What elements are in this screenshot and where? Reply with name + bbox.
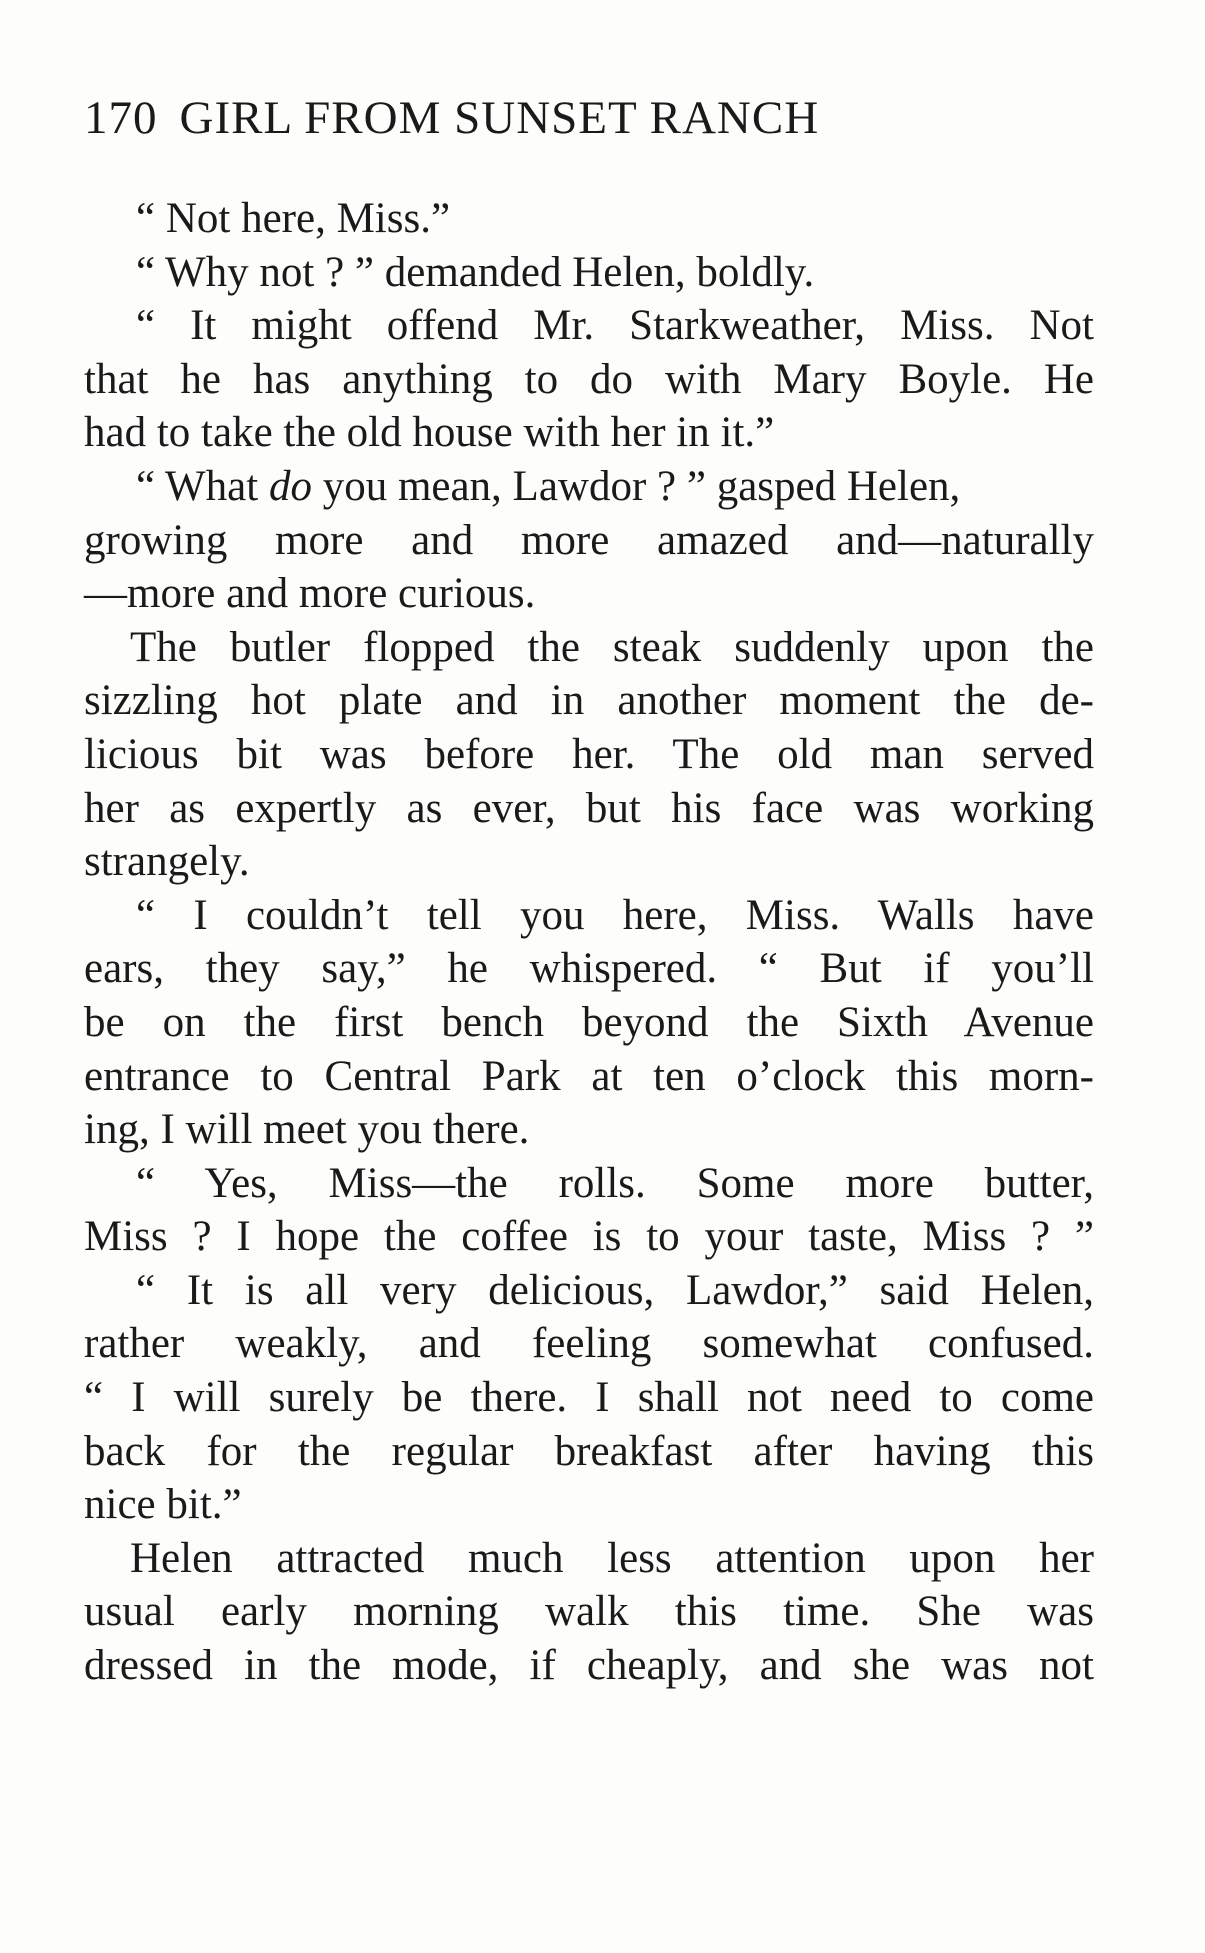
- text-line: “ Not here, Miss.”: [136, 195, 451, 242]
- running-header: [84, 88, 819, 148]
- text-line-mixed: [84, 460, 1094, 514]
- text-segment: “ What: [136, 462, 259, 510]
- text-line: ears, they say,” he whispered. “ But if you’ll: [84, 945, 1094, 993]
- text-line: “ I couldn’t tell you here, Miss. Walls have: [136, 891, 1094, 939]
- text-line: rather weakly, and feeling somewhat confused.: [84, 1320, 1094, 1368]
- text-line: Miss ? I hope the coffee is to your taste, Miss ? ”: [84, 1213, 1094, 1261]
- text-line: usual early morning walk this time. She was: [84, 1588, 1094, 1636]
- text-line: The butler flopped the steak suddenly upon the: [130, 623, 1094, 671]
- text-line: Helen attracted much less attention upon her: [130, 1534, 1094, 1582]
- text-line: nice bit.”: [84, 1481, 242, 1529]
- text-line: “ Why not ? ” demanded Helen, boldly.: [136, 248, 815, 296]
- text-line: “ Yes, Miss—the rolls. Some more butter,: [136, 1159, 1094, 1207]
- text-line: strangely.: [84, 838, 250, 886]
- text-line: ing, I will meet you there.: [84, 1106, 530, 1154]
- text-line: back for the regular breakfast after having this: [84, 1427, 1094, 1475]
- text-line: sizzling hot plate and in another moment the de-: [84, 677, 1094, 725]
- text-line: “ It is all very delicious, Lawdor,” said Helen,: [136, 1266, 1094, 1314]
- text-line: “ It might offend Mr. Starkweather, Miss. Not: [136, 302, 1094, 350]
- text-line: “ I will surely be there. I shall not need to come: [84, 1374, 1094, 1422]
- running-title: GIRL FROM SUNSET RANCH: [179, 92, 820, 144]
- text-line: be on the first bench beyond the Sixth Avenue: [84, 998, 1094, 1046]
- emphasized-word: do: [268, 462, 312, 510]
- body-text: [84, 192, 1094, 1693]
- text-line: that he has anything to do with Mary Boyle. He: [84, 355, 1094, 403]
- text-line: her as expertly as ever, but his face was working: [84, 784, 1094, 832]
- text-line: dressed in the mode, if cheaply, and she was not: [84, 1642, 1094, 1690]
- text-line: licious bit was before her. The old man served: [84, 730, 1094, 778]
- page-number: 170: [84, 92, 158, 144]
- text-line: growing more and more amazed and—naturally: [84, 516, 1094, 564]
- text-line: had to take the old house with her in it.”: [84, 409, 775, 457]
- text-segment: you mean, Lawdor ? ” gasped Helen,: [322, 462, 961, 510]
- text-line: —more and more curious.: [84, 570, 536, 618]
- text-line: entrance to Central Park at ten o’clock this morn-: [84, 1052, 1094, 1100]
